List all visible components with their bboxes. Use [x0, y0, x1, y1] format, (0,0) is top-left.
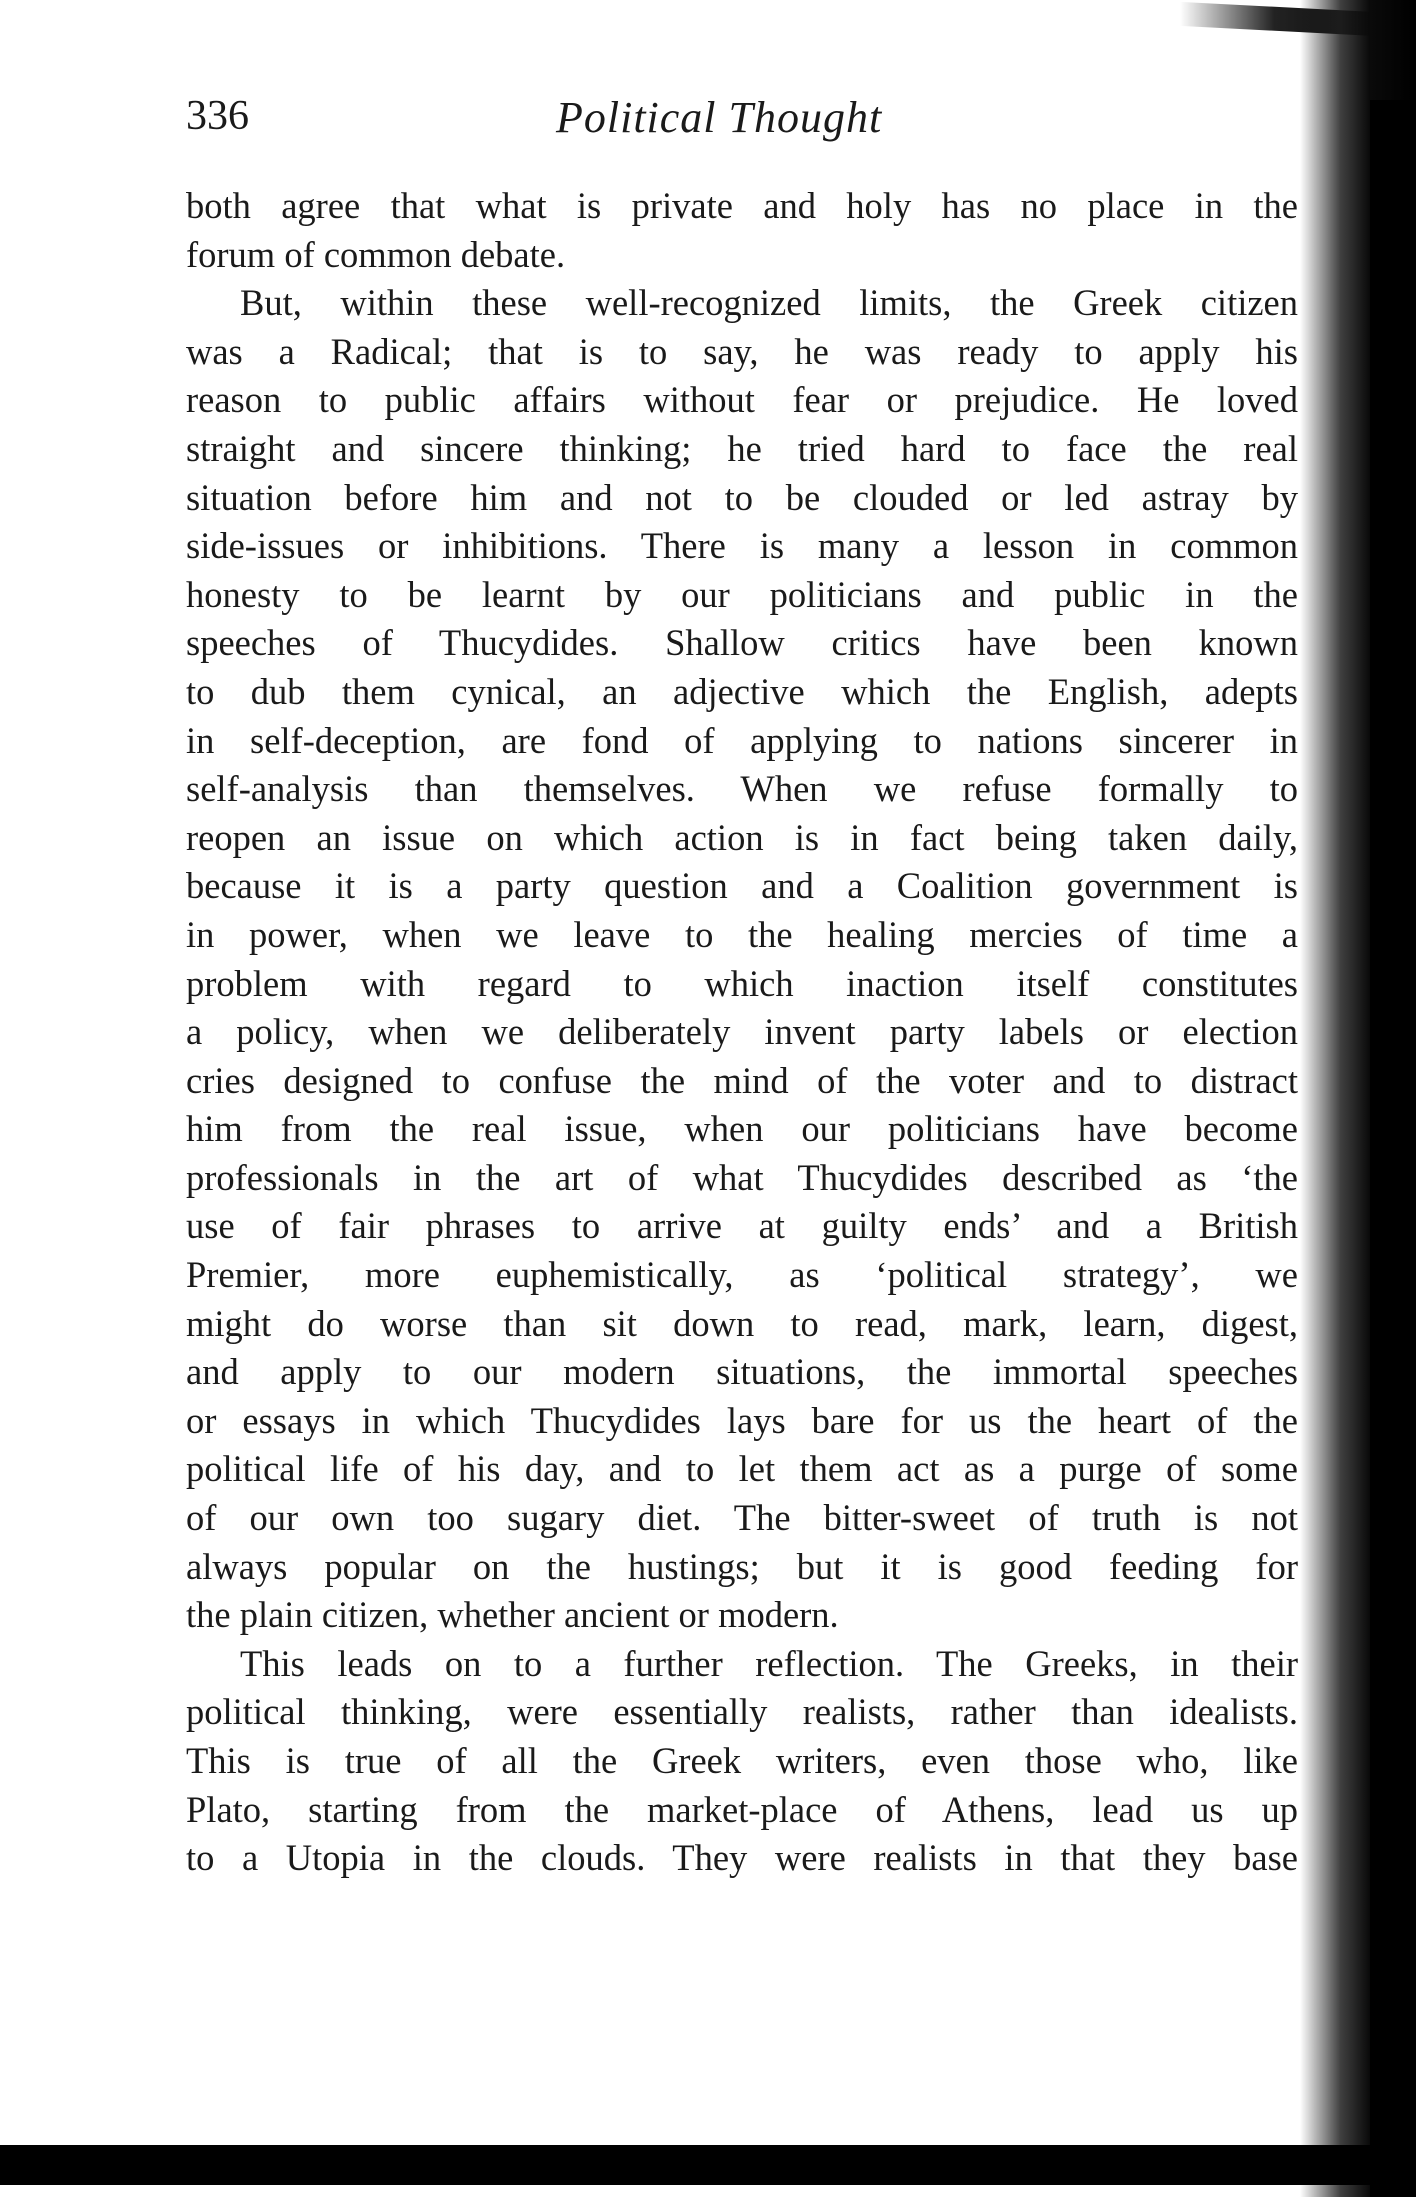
text-line: Premier, more euphemistically, as ‘political strategy’, we	[186, 1254, 1298, 1296]
scan-bottom-edge	[0, 2145, 1416, 2185]
text-line: and apply to our modern situations, the immortal speeches	[186, 1351, 1298, 1393]
text-line: honesty to be learnt by our politicians and public in the	[186, 573, 1298, 615]
text-line: political life of his day, and to let them act as a purge of some	[186, 1448, 1298, 1490]
text-line: both agree that what is private and holy has no place in the	[186, 185, 1298, 226]
text-line: But, within these well-recognized limits, the Greek citizen	[240, 282, 1298, 324]
text-line: problem with regard to which inaction itself constitutes	[186, 962, 1298, 1004]
text-line: This is true of all the Greek writers, even those who, like	[186, 1740, 1298, 1781]
text-line: use of fair phrases to arrive at guilty ends’ and a British	[186, 1205, 1298, 1247]
text-line: in power, when we leave to the healing mercies of time a	[186, 913, 1298, 955]
text-line: a policy, when we deliberately invent party labels or election	[186, 1011, 1298, 1053]
text-line: forum of common debate.	[186, 233, 566, 275]
text-line: the plain citizen, whether ancient or modern.	[186, 1594, 839, 1636]
text-line: in self-deception, are fond of applying to nations sincerer in	[186, 719, 1298, 761]
text-line: because it is a party question and a Coalition government is	[186, 865, 1298, 907]
text-line: of our own too sugary diet. The bitter-sweet of truth is not	[186, 1497, 1298, 1539]
text-line: self-analysis than themselves. When we refuse formally to	[186, 768, 1298, 810]
text-line: or essays in which Thucydides lays bare for us the heart of the	[186, 1399, 1298, 1441]
text-line: cries designed to confuse the mind of the voter and to distract	[186, 1059, 1298, 1101]
text-line: straight and sincere thinking; he tried hard to face the real	[186, 427, 1298, 469]
text-line: was a Radical; that is to say, he was ready to apply his	[186, 330, 1298, 372]
scan-gutter-edge	[1370, 100, 1416, 2197]
text-line: situation before him and not to be clouded or led astray by	[186, 476, 1298, 518]
text-line: side-issues or inhibitions. There is many a lesson in common	[186, 525, 1298, 567]
body-text	[186, 182, 1298, 1883]
text-line: him from the real issue, when our politicians have become	[186, 1108, 1298, 1150]
text-line: might do worse than sit down to read, mark, learn, digest,	[186, 1302, 1298, 1344]
page-number: 336	[186, 93, 249, 139]
text-line: reopen an issue on which action is in fact being taken daily,	[186, 816, 1298, 858]
text-line: political thinking, were essentially realists, rather than idealists.	[186, 1691, 1298, 1733]
running-title: Political Thought	[556, 93, 883, 142]
text-line: professionals in the art of what Thucydides described as ‘the	[186, 1156, 1298, 1198]
text-line: reason to public affairs without fear or prejudice. He loved	[186, 379, 1298, 421]
text-line: This leads on to a further reflection. The Greeks, in their	[240, 1642, 1298, 1684]
text-line: speeches of Thucydides. Shallow critics have been known	[186, 622, 1298, 664]
text-line: to a Utopia in the clouds. They were realists in that they base	[186, 1837, 1298, 1879]
text-line: to dub them cynical, an adjective which the English, adepts	[186, 670, 1298, 712]
text-line: Plato, starting from the market-place of Athens, lead us up	[186, 1788, 1298, 1830]
running-head	[186, 92, 1306, 152]
text-line: always popular on the hustings; but it is good feeding for	[186, 1545, 1298, 1587]
